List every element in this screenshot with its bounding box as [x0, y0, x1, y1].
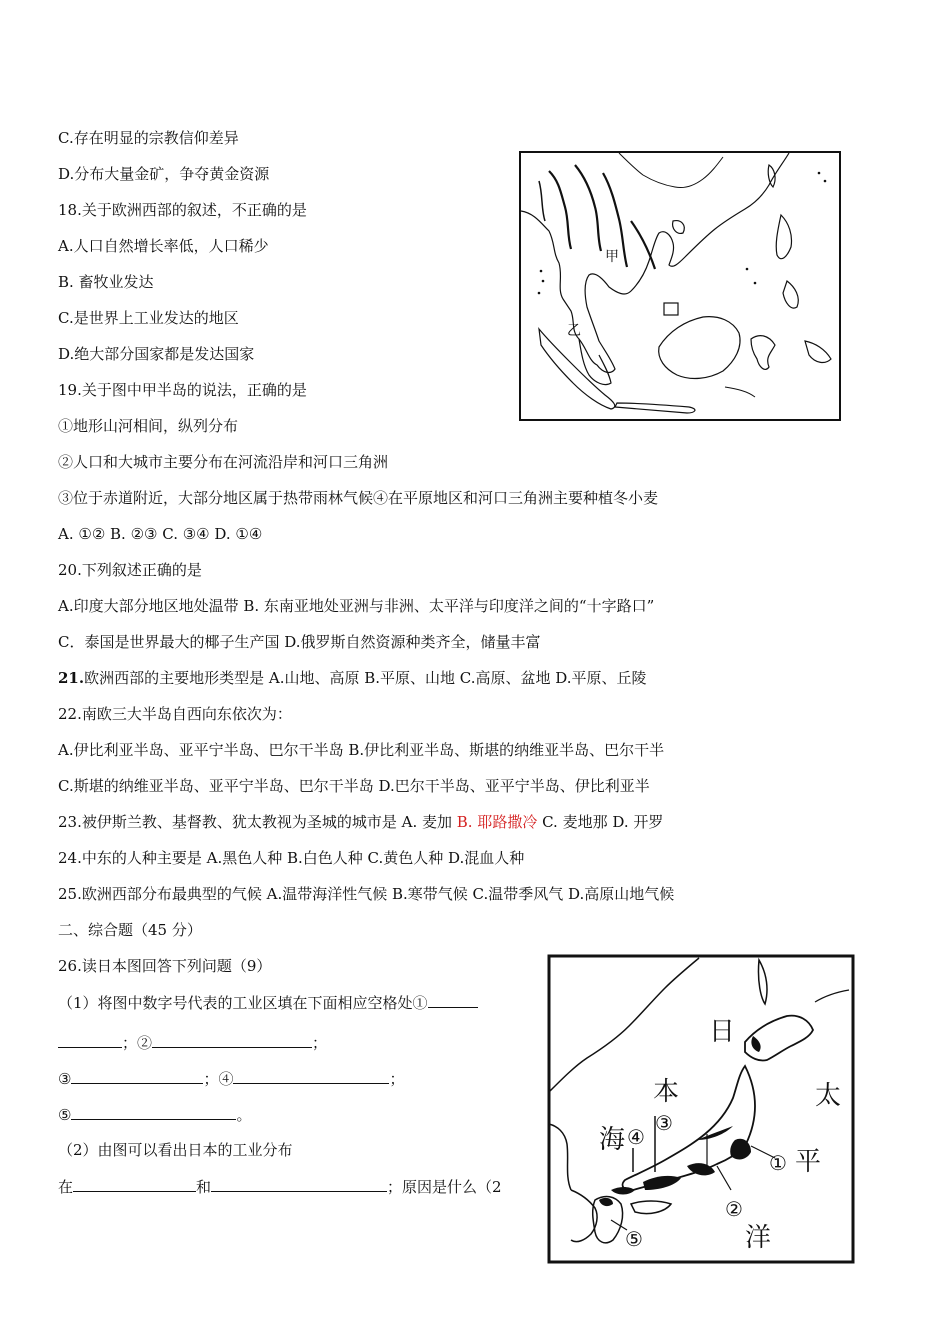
label-yang: 洋	[745, 1223, 772, 1253]
question-25: 25.欧洲西部分布最典型的气候 A.温带海洋性气候 B.寒带气候 C.温带季风气 D.高原山地气候	[58, 885, 675, 903]
question-24: 24.中东的人种主要是 A.黑色人种 B.白色人种 C.黄色人种 D.混血人种	[58, 849, 525, 867]
options-ab-q20: A.印度大部分地区地处温带 B. 东南亚地处亚洲与非洲、太平洋与印度洋之间的“十字路口”	[58, 597, 655, 615]
blank-distribution-2[interactable]	[211, 1176, 387, 1192]
label-jia: 甲	[605, 249, 619, 265]
island-dot	[540, 270, 543, 273]
blank-5[interactable]	[71, 1104, 236, 1120]
island-dot	[824, 180, 827, 183]
question-19: 19.关于图中甲半岛的说法，正确的是	[58, 381, 307, 399]
question-21	[58, 668, 647, 688]
blank-row-distribution	[58, 1176, 502, 1197]
question-23-text: 23.被伊斯兰教、基督教、犹太教视为圣城的城市是 A. 麦加	[58, 813, 457, 831]
question-26-part-1	[58, 992, 478, 1013]
southeast-asia-map	[519, 151, 841, 421]
label-hai: 海	[599, 1125, 626, 1155]
island-dot	[754, 282, 757, 285]
separator-4: ；	[389, 1070, 405, 1088]
label-industrial-2: ②	[725, 1197, 743, 1221]
label-4: ；④	[203, 1070, 234, 1088]
option-d-q18: D.绝大部分国家都是发达国家	[58, 345, 255, 363]
question-26-part-2: （2）由图可以看出日本的工业分布	[58, 1141, 293, 1159]
answer-highlight: B. 耶路撒冷	[456, 813, 538, 831]
blank-3[interactable]	[71, 1068, 203, 1084]
blank-2[interactable]	[152, 1032, 312, 1048]
label-3: ③	[58, 1070, 72, 1088]
japan-map	[547, 954, 855, 1264]
options-cd-q20: C．泰国是世界最大的椰子生产国 D.俄罗斯自然资源种类齐全，储量丰富	[58, 633, 541, 651]
blank-4[interactable]	[233, 1068, 389, 1084]
label-5: ⑤	[58, 1106, 72, 1124]
question-22: 22.南欧三大半岛自西向东依次为：	[58, 705, 292, 723]
question-26: 26.读日本图回答下列问题（9）	[58, 957, 272, 975]
option-a-q18: A.人口自然增长率低，人口稀少	[58, 237, 269, 255]
blank-row-1-2	[58, 1032, 327, 1053]
statement-2-q19: ②人口和大城市主要分布在河流沿岸和河口三角洲	[58, 453, 389, 471]
southeast-asia-map-svg	[519, 151, 841, 421]
label-zai: 在	[58, 1178, 74, 1196]
label-tai: 太	[815, 1081, 842, 1111]
map-frame	[549, 956, 853, 1262]
separator-5: 。	[236, 1106, 252, 1124]
reason-prompt: ；原因是什么（2	[387, 1178, 502, 1196]
blank-row-5	[58, 1104, 251, 1125]
island-dot	[542, 280, 545, 283]
label-yi: 乙	[567, 323, 581, 339]
label-industrial-1: ①	[769, 1151, 787, 1175]
statement-3-4-q19: ③位于赤道附近，大部分地区属于热带雨林气候④在平原地区和河口三角洲主要种植冬小麦	[58, 489, 659, 507]
label-ri: 日	[709, 1017, 736, 1047]
blank-1-end[interactable]	[58, 1032, 122, 1048]
question-23-rest: C. 麦地那 D. 开罗	[537, 813, 664, 831]
label-industrial-3: ③	[655, 1111, 673, 1135]
question-18: 18.关于欧洲西部的叙述，不正确的是	[58, 201, 307, 219]
statement-1-q19: ①地形山河相间，纵列分布	[58, 417, 239, 435]
label-industrial-5: ⑤	[625, 1227, 643, 1251]
options-cd-q22: C.斯堪的纳维亚半岛、亚平宁半岛、巴尔干半岛 D.巴尔干半岛、亚平宁半岛、伊比利亚半	[58, 777, 650, 795]
label-2: ；②	[122, 1034, 153, 1052]
japan-map-svg	[547, 954, 855, 1264]
options-q19: A. ①② B. ②③ C. ③④ D. ①④	[58, 525, 263, 543]
label-industrial-4: ④	[627, 1125, 645, 1149]
island-dot	[538, 292, 541, 295]
blank-1-start[interactable]	[428, 992, 478, 1008]
option-d-q17: D.分布大量金矿，争夺黄金资源	[58, 165, 270, 183]
option-c-q17: C.存在明显的宗教信仰差异	[58, 129, 239, 147]
part-1-text: （1）将图中数字号代表的工业区填在下面相应空格处①	[58, 994, 428, 1012]
blank-row-3-4	[58, 1068, 404, 1089]
question-21-number: 21.	[58, 669, 85, 687]
question-23	[58, 812, 663, 832]
options-ab-q22: A.伊比利亚半岛、亚平宁半岛、巴尔干半岛 B.伊比利亚半岛、斯堪的纳维亚半岛、巴尔干半	[58, 741, 665, 759]
island-dot	[818, 172, 821, 175]
option-b-q18: B. 畜牧业发达	[58, 273, 154, 291]
separator-2: ；	[312, 1034, 328, 1052]
option-c-q18: C.是世界上工业发达的地区	[58, 309, 239, 327]
island-dot	[746, 268, 749, 271]
label-he: 和	[196, 1178, 212, 1196]
question-20: 20.下列叙述正确的是	[58, 561, 202, 579]
label-ben: 本	[653, 1077, 680, 1107]
label-ping: 平	[795, 1147, 822, 1177]
blank-distribution-1[interactable]	[73, 1176, 196, 1192]
question-21-text: 欧洲西部的主要地形类型是 A.山地、高原 B.平原、山地 C.高原、盆地 D.平原、丘陵	[84, 669, 647, 687]
section-heading: 二、综合题（45 分）	[58, 921, 202, 939]
